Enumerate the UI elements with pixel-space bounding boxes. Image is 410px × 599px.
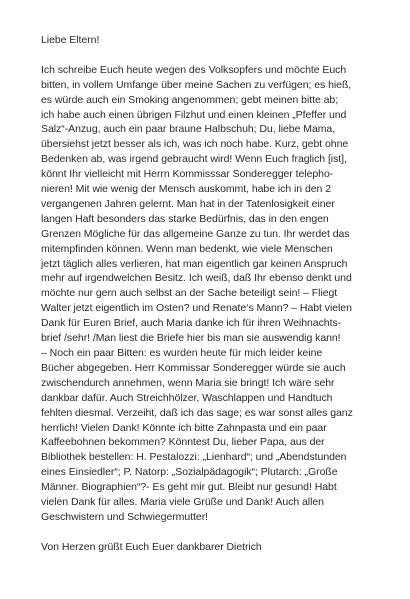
body-line: übersiehst jetzt besser als ich, was ich noch habe. Kurz, gebt ohne [41, 138, 349, 151]
body-line: Geschwistern und Schwiegermutter! [41, 510, 209, 523]
body-line: jetzt täglich alles verlieren, hat man eigentlich gar keinen Anspruch [41, 257, 348, 270]
body-line: dankbar dafür. Auch Streichhölzer, Waschlappen und Handtuch [41, 391, 333, 404]
body-line: – Noch ein paar Bitten: es wurden heute für mich leider keine [41, 347, 323, 360]
body-line: fehlten diesmal. Verzeiht, daß ich das sage; es war sonst alles ganz [41, 406, 353, 419]
body-line: ich habe auch einen übrigen Filzhut und einen kleinen „Pfeffer und [41, 108, 347, 121]
body-line: Grenzen Mögliche für das allgemeine Ganze zu tun. Ihr werdet das [41, 227, 350, 240]
body-line: vielen Dank für alles. Maria viele Grüße und Dank! Auch allen [41, 496, 324, 509]
paragraph-gap [41, 48, 386, 63]
body-line: möchte nur gern auch selbst an der Sache beteiligt sein! – Fliegt [41, 287, 338, 300]
body-line: es würde auch ein Smoking angenommen; gebt meinen bitte ab; [41, 93, 339, 106]
body-line: Kaffeebohnen bekommen? Könntest Du, lieber Papa, aus der [41, 436, 325, 449]
letter-salutation: Liebe Eltern! [41, 34, 100, 46]
letter-body [41, 63, 386, 525]
body-line: mehr auf irgendwelchen Besitz. Ich weiß, daß Ihr ebenso denkt und [41, 272, 352, 285]
body-line: nieren! Mit wie wenig der Mensch auskommt, habe ich in den 2 [41, 183, 331, 196]
body-line: langen Haft besonders das starke Bedürfnis, das in den engen [41, 212, 329, 225]
body-line: brief /sehr! /Man liest die Briefe hier bis man sie auswendig kann! [41, 332, 341, 345]
body-line: Bücher abgegeben. Herr Kommissar Sonderegger würde sie auch [41, 361, 346, 374]
body-line: Ich schreibe Euch heute wegen des Volksopfers und möchte Euch [41, 63, 347, 76]
body-line: mitempfinden können. Wenn man bedenkt, wie viele Menschen [41, 242, 333, 255]
paragraph-gap [41, 525, 386, 540]
body-line: herrlich! Vielen Dank! Könnte ich bitte Zahnpasta und ein paar [41, 421, 327, 434]
body-line: zwischendurch annehmen, wenn Maria sie bringt! Ich wäre sehr [41, 376, 335, 389]
body-line: Dank für Euren Brief, auch Maria danke ich für ihren Weihnachts- [41, 317, 342, 330]
body-line: Bedenken ab, was irgend gebraucht wird! Wenn Euch fraglich [ist], [41, 153, 347, 166]
body-line: Männer. Biographien“?- Es geht mir gut. Bleibt nur gesund! Habt [41, 481, 337, 494]
body-line: könnt Ihr vielleicht mit Herrn Kommisssar Sonderegger telepho- [41, 168, 334, 181]
letter-text [41, 33, 386, 555]
body-line: bitten, in vollem Umfange über meine Sachen zu verfügen; es hieß, [41, 78, 352, 91]
body-line: Salz“-Anzug, auch ein paar braune Halbschuh; Du, liebe Mama, [41, 123, 336, 136]
body-line: eines Einsiedler“; P. Natorp: „Sozialpädagogik“; Plutarch: „Große [41, 466, 338, 479]
body-line: Walter jetzt eigentlich im Osten? und Renate‘s Mann? – Habt vielen [41, 302, 352, 315]
letter-closing: Von Herzen grüßt Euch Euer dankbarer Dietrich [41, 540, 262, 553]
body-line: vergangenen Jahren gelernt. Man hat in der Tatenlosigkeit einer [41, 197, 335, 210]
body-line: Bibliothek bestellen: H. Pestalozzi: „Lienhard“; und „Abendstunden [41, 451, 347, 464]
